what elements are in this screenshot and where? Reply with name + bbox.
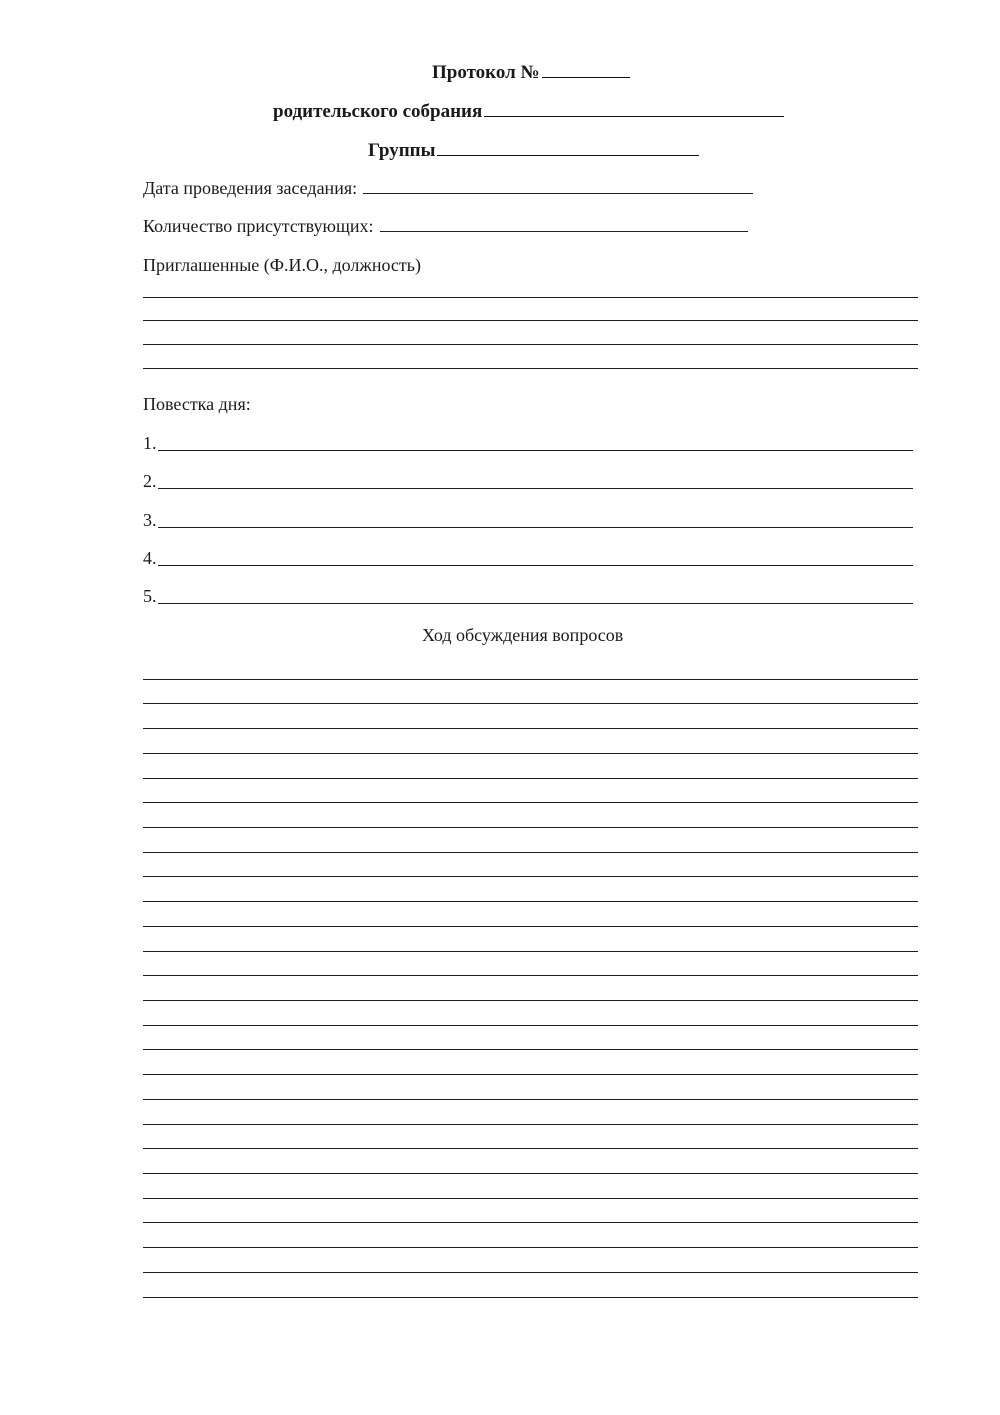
invited-label: Приглашенные (Ф.И.О., должность) [143, 255, 421, 275]
agenda-item-line[interactable] [158, 488, 913, 489]
discussion-line[interactable] [143, 778, 918, 779]
invited-line[interactable] [143, 344, 918, 345]
attendees-field[interactable] [380, 230, 748, 232]
invited-line[interactable] [143, 320, 918, 321]
discussion-line[interactable] [143, 1198, 918, 1199]
agenda-item-number: 1. [143, 433, 157, 453]
discussion-line[interactable] [143, 852, 918, 853]
discussion-line[interactable] [143, 728, 918, 729]
meeting-label: родительского собрания [273, 101, 483, 122]
invited-line[interactable] [143, 368, 918, 369]
discussion-line[interactable] [143, 1173, 918, 1174]
protocol-title [432, 63, 630, 82]
agenda-item-line[interactable] [158, 603, 913, 604]
protocol-number-field[interactable] [542, 76, 630, 78]
discussion-line[interactable] [143, 827, 918, 828]
discussion-line[interactable] [143, 1049, 918, 1050]
discussion-line[interactable] [143, 1148, 918, 1149]
discussion-line[interactable] [143, 1025, 918, 1026]
discussion-line[interactable] [143, 703, 918, 704]
date-label: Дата проведения заседания: [143, 178, 358, 198]
discussion-line[interactable] [143, 901, 918, 902]
agenda-item-line[interactable] [158, 527, 913, 528]
discussion-line[interactable] [143, 1272, 918, 1273]
discussion-line[interactable] [143, 1222, 918, 1223]
agenda-item-number: 2. [143, 471, 157, 491]
attendees-row [143, 217, 748, 235]
discussion-line[interactable] [143, 679, 918, 680]
group-label: Группы [368, 140, 436, 161]
discussion-line[interactable] [143, 951, 918, 952]
attendees-label: Количество присутствующих: [143, 216, 374, 236]
discussion-line[interactable] [143, 1124, 918, 1125]
discussion-line[interactable] [143, 1099, 918, 1100]
agenda-item-line[interactable] [158, 565, 913, 566]
agenda-item-number: 5. [143, 586, 157, 606]
discussion-line[interactable] [143, 753, 918, 754]
discussion-line[interactable] [143, 1297, 918, 1298]
meeting-name-field[interactable] [484, 115, 784, 117]
discussion-title: Ход обсуждения вопросов [422, 625, 624, 645]
discussion-line[interactable] [143, 1247, 918, 1248]
discussion-line[interactable] [143, 1000, 918, 1001]
discussion-line[interactable] [143, 802, 918, 803]
group-title [368, 141, 699, 160]
discussion-line[interactable] [143, 1074, 918, 1075]
discussion-line[interactable] [143, 975, 918, 976]
meeting-title [273, 102, 784, 121]
agenda-item-line[interactable] [158, 450, 913, 451]
date-row [143, 179, 753, 197]
group-name-field[interactable] [437, 154, 699, 156]
date-field[interactable] [363, 192, 753, 194]
discussion-line[interactable] [143, 876, 918, 877]
agenda-item-number: 4. [143, 548, 157, 568]
discussion-line[interactable] [143, 926, 918, 927]
agenda-item-number: 3. [143, 510, 157, 530]
protocol-label: Протокол № [432, 62, 540, 83]
invited-line[interactable] [143, 297, 918, 298]
agenda-title: Повестка дня: [143, 394, 251, 414]
